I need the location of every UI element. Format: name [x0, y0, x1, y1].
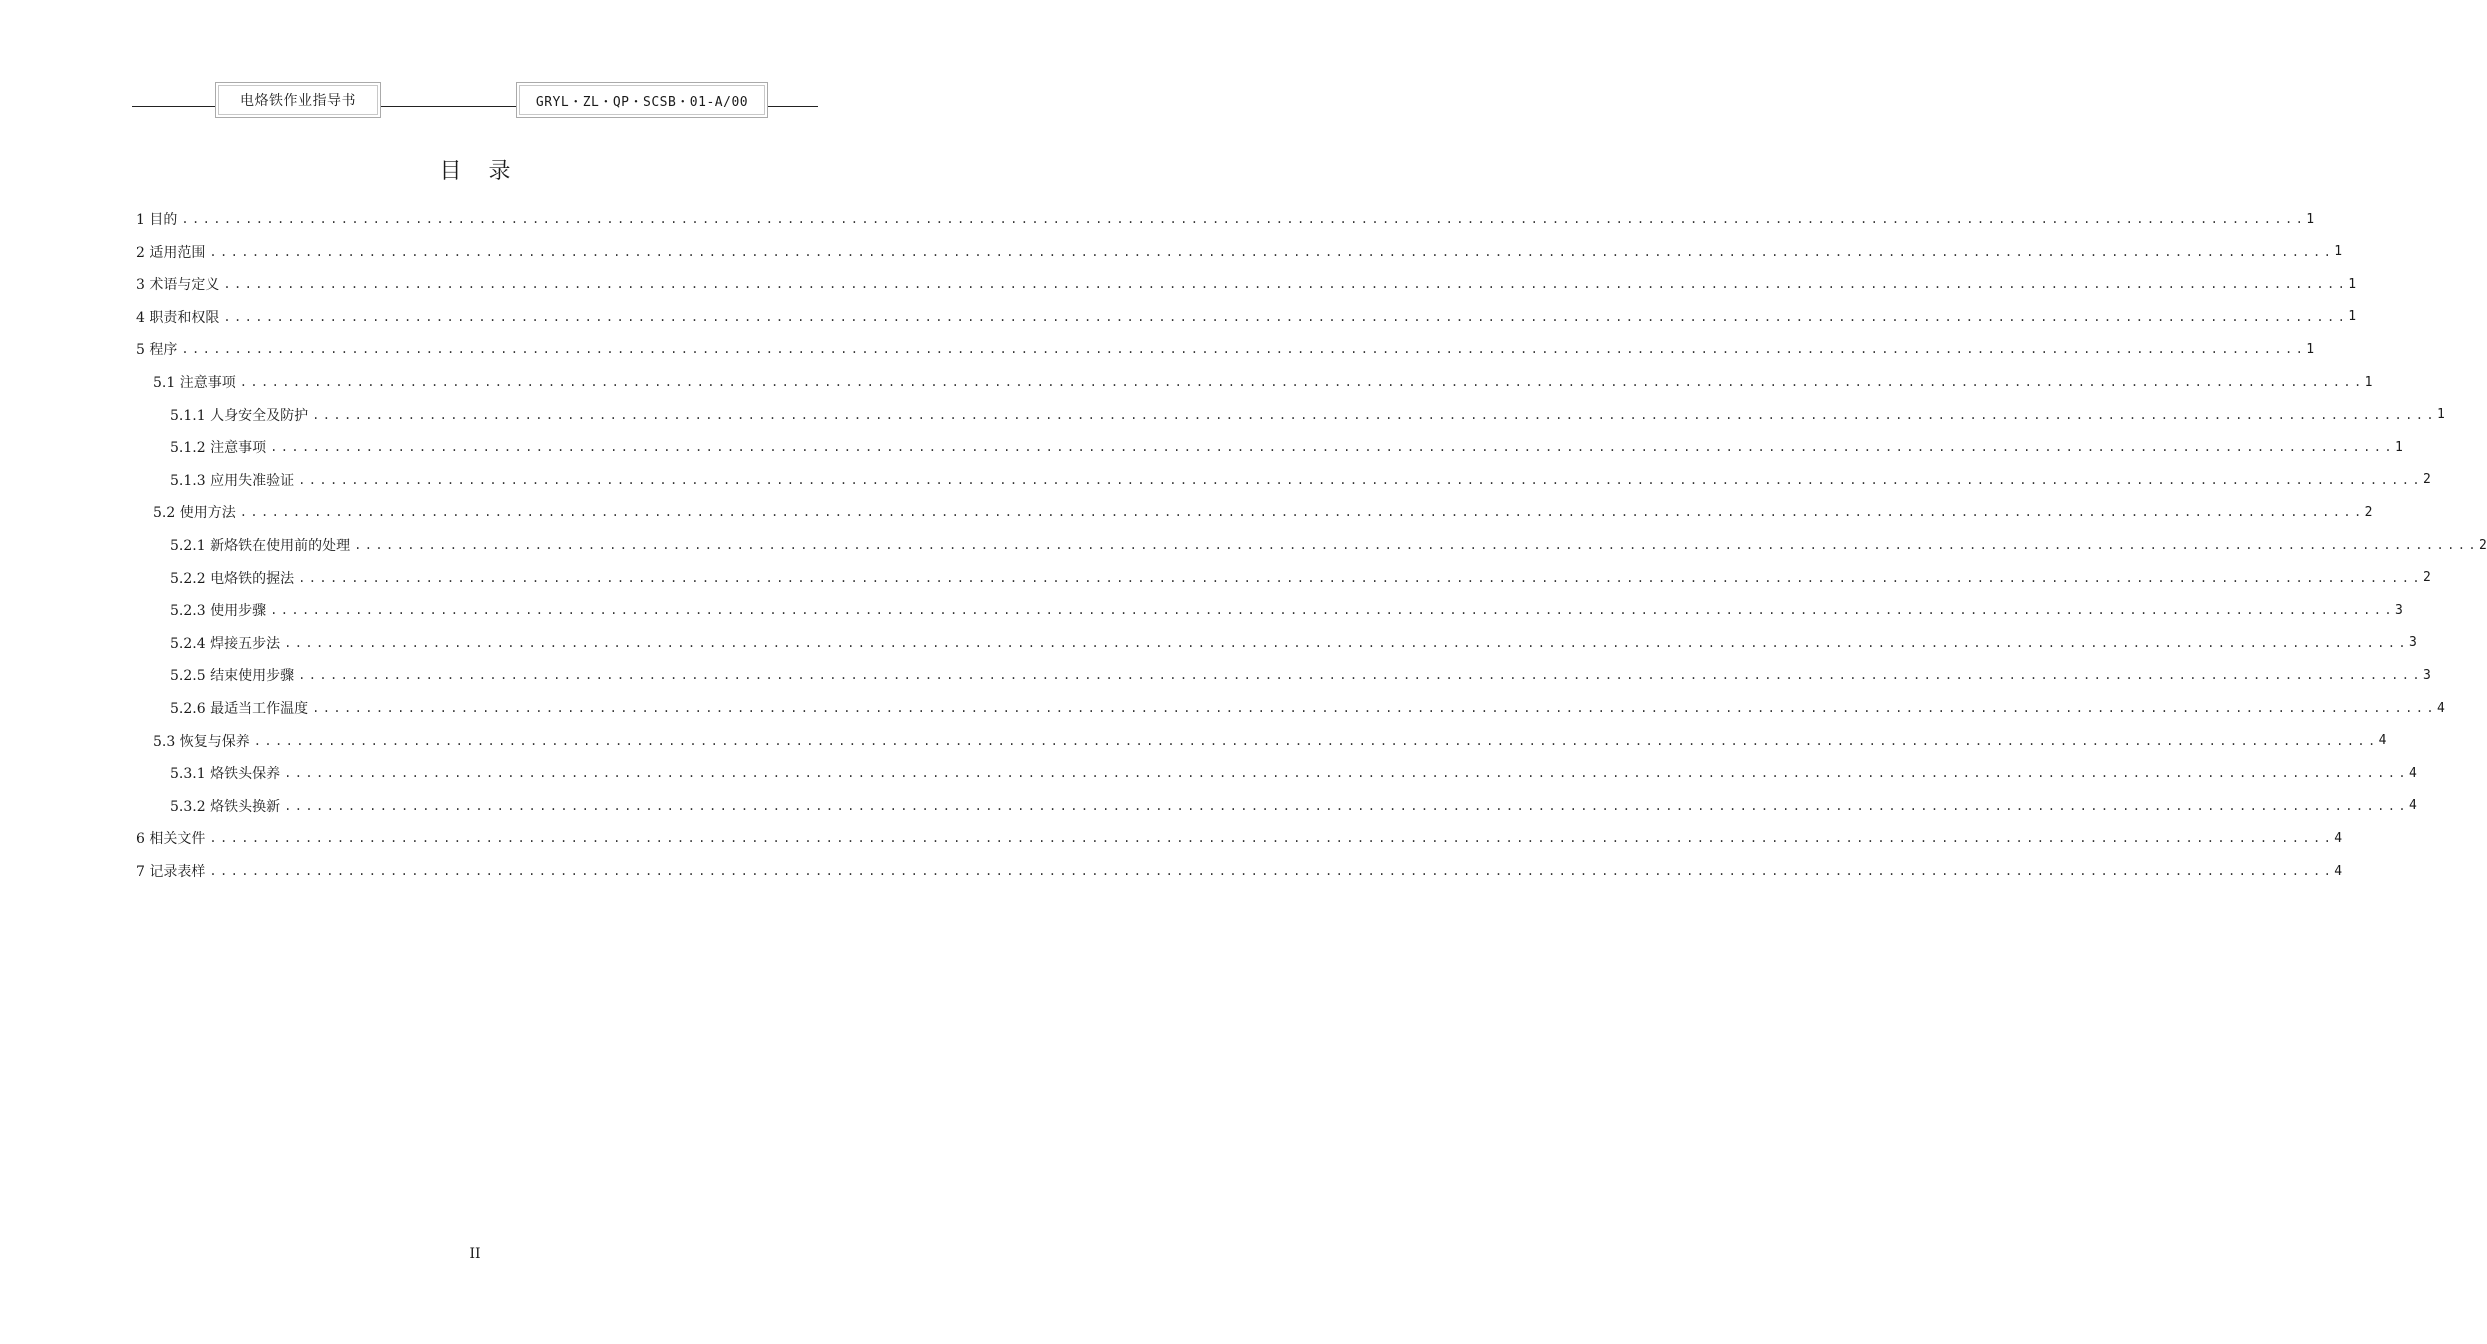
header-doc-code-text: GRYL・ZL・QP・SCSB・01-A/00: [535, 94, 749, 110]
toc-entry-label: 5.2.4 焊接五步法: [170, 635, 281, 652]
toc-title: 目 录: [439, 159, 521, 184]
toc-entry-page: 1: [2306, 341, 2315, 357]
toc-dot-leader: ........................................................................................................................................................................................................: [270, 440, 2395, 455]
toc-entry[interactable]: [170, 659, 2431, 691]
toc-entry-page: 2: [2423, 472, 2431, 488]
toc-dot-leader: ........................................................................................................................................................................................................: [223, 277, 2349, 292]
toc-entry[interactable]: [153, 725, 2387, 757]
toc-entry-page: 4: [2378, 733, 2387, 749]
toc-dot-leader: ........................................................................................................................................................................................................: [312, 407, 2437, 422]
toc-entry[interactable]: [136, 236, 2343, 268]
toc-entry-label: 5.3.2 烙铁头换新: [170, 798, 281, 815]
toc-entry-page: 4: [2409, 765, 2417, 781]
toc-entry-label: 5.3.1 烙铁头保养: [170, 766, 281, 783]
toc-dot-leader: ........................................................................................................................................................................................................: [298, 668, 2423, 683]
toc-dot-leader: ........................................................................................................................................................................................................: [209, 244, 2335, 259]
toc-dot-leader: ........................................................................................................................................................................................................: [209, 831, 2335, 846]
toc-dot-leader: ........................................................................................................................................................................................................: [253, 733, 2379, 748]
toc-entry-page: 2: [2423, 570, 2431, 586]
toc-entry-label: 5.1.2 注意事项: [170, 440, 267, 457]
toc-entry[interactable]: [153, 366, 2373, 398]
toc-dot-leader: ........................................................................................................................................................................................................: [284, 635, 2409, 650]
toc-dot-leader: ........................................................................................................................................................................................................: [354, 538, 2479, 552]
toc-entry-label: 3 术语与定义: [136, 277, 220, 294]
toc-entry-label: 5.2.2 电烙铁的握法: [170, 570, 295, 587]
toc-entry-page: 4: [2334, 830, 2343, 846]
toc-entry-page: 1: [2348, 276, 2357, 292]
toc-entry[interactable]: [170, 790, 2417, 822]
footer-page-number: II: [469, 1246, 481, 1262]
header-doc-title-text: 电烙铁作业指导书: [240, 93, 356, 109]
toc-dot-leader: ........................................................................................................................................................................................................: [223, 309, 2349, 324]
toc-entry-page: 4: [2334, 863, 2343, 879]
toc-dot-leader: ........................................................................................................................................................................................................: [239, 505, 2365, 520]
toc-entry-page: 3: [2409, 635, 2417, 651]
toc-entry-label: 5.3 恢复与保养: [153, 733, 250, 750]
toc-entry-page: 4: [2409, 798, 2417, 814]
toc-entry[interactable]: [153, 496, 2373, 528]
toc-entry[interactable]: [170, 562, 2431, 594]
toc-entry-page: 1: [2348, 309, 2357, 325]
toc-entry-label: 5.1 注意事项: [153, 375, 236, 391]
toc-entry[interactable]: [170, 757, 2417, 789]
toc-dot-leader: ........................................................................................................................................................................................................: [298, 472, 2423, 487]
toc-entry-page: 1: [2364, 374, 2373, 390]
toc-entry-label: 5.2.1 新烙铁在使用前的处理: [170, 538, 351, 554]
toc-dot-leader: ........................................................................................................................................................................................................: [209, 864, 2335, 878]
toc-entry[interactable]: [170, 627, 2417, 659]
toc-entry-page: 1: [2306, 211, 2315, 227]
toc-entry-label: 5.2.3 使用步骤: [170, 603, 267, 620]
toc-entry-label: 5 程序: [136, 342, 178, 359]
toc-dot-leader: ........................................................................................................................................................................................................: [270, 603, 2395, 618]
toc-entry[interactable]: [136, 822, 2343, 854]
header-doc-title: [215, 82, 381, 118]
toc-entry[interactable]: [170, 692, 2445, 724]
toc-dot-leader: ........................................................................................................................................................................................................: [284, 766, 2409, 781]
toc-entry[interactable]: [170, 594, 2403, 626]
toc-entry[interactable]: [170, 529, 2487, 561]
toc-entry-page: 1: [2334, 244, 2343, 260]
toc-entry[interactable]: [170, 464, 2431, 496]
toc-dot-leader: ........................................................................................................................................................................................................: [181, 342, 2307, 357]
toc-dot-leader: ........................................................................................................................................................................................................: [284, 798, 2409, 813]
toc-entry-page: 1: [2437, 407, 2445, 423]
toc-entry-label: 4 职责和权限: [136, 309, 220, 326]
toc-entry[interactable]: [136, 333, 2315, 365]
toc-entry[interactable]: [136, 301, 2357, 333]
toc-entry-label: 7 记录表样: [136, 864, 206, 880]
toc-entry-label: 5.1.3 应用失准验证: [170, 472, 295, 489]
toc-entry-label: 2 适用范围: [136, 244, 206, 261]
toc-entry-page: 1: [2395, 439, 2403, 455]
toc-entry[interactable]: [170, 399, 2445, 431]
toc-dot-leader: ........................................................................................................................................................................................................: [181, 212, 2307, 226]
toc-entry-label: 5.1.1 人身安全及防护: [170, 407, 309, 424]
toc-entry-page: 3: [2423, 667, 2431, 683]
toc-entry-label: 6 相关文件: [136, 831, 206, 848]
toc-entry-label: 5.2 使用方法: [153, 505, 236, 522]
header-doc-code: [516, 82, 768, 118]
toc-entry-page: 2: [2479, 537, 2487, 553]
toc-dot-leader: ........................................................................................................................................................................................................: [239, 375, 2365, 389]
toc-entry[interactable]: [136, 268, 2357, 300]
toc-entry[interactable]: [136, 855, 2343, 887]
toc-entry-page: 2: [2364, 504, 2373, 520]
toc-entry-label: 5.2.5 结束使用步骤: [170, 668, 295, 685]
toc-entry-page: 3: [2395, 602, 2403, 618]
toc-dot-leader: ........................................................................................................................................................................................................: [312, 701, 2437, 715]
toc-entry[interactable]: [136, 203, 2315, 235]
toc-entry-label: 5.2.6 最适当工作温度: [170, 701, 309, 717]
toc-entry-label: 1 目的: [136, 212, 178, 228]
toc-entry[interactable]: [170, 431, 2403, 463]
toc-entry-page: 4: [2437, 700, 2445, 716]
toc-dot-leader: ........................................................................................................................................................................................................: [298, 570, 2423, 585]
